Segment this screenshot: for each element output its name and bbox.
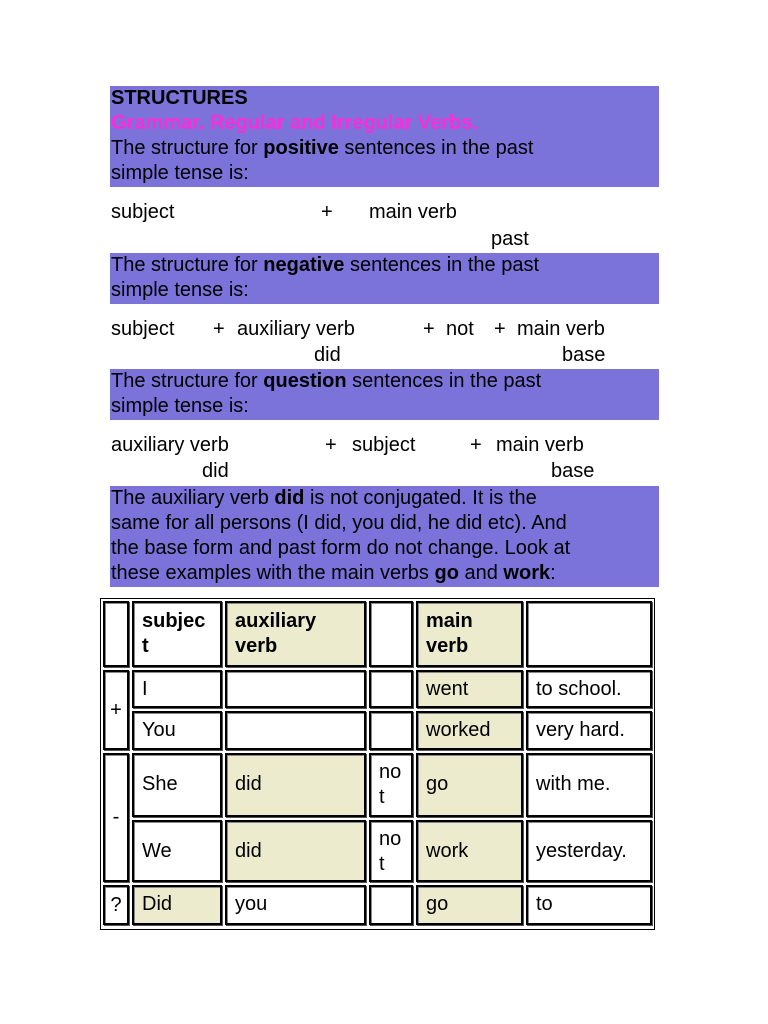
header-subject: subjec t xyxy=(132,601,222,667)
row5-not xyxy=(369,885,413,925)
examples-table xyxy=(100,598,655,930)
formula-main-verb: main verb xyxy=(369,201,457,223)
row2-rest: very hard. xyxy=(526,711,652,750)
subtitle: Grammar. Regular and Irregular Verbs. xyxy=(111,112,478,134)
row5-rest: to xyxy=(526,885,652,925)
row1-subject: I xyxy=(132,670,222,708)
q-formula-aux: auxiliary verb xyxy=(111,434,229,456)
row4-not: no t xyxy=(369,820,413,882)
question-intro-line1: The structure for question sentences in the past xyxy=(111,370,542,392)
negative-intro-line1: The structure for negative sentences in the past xyxy=(111,254,540,276)
negative-intro-line2: simple tense is: xyxy=(111,279,249,301)
q-formula-main-verb: main verb xyxy=(496,434,584,456)
neg-formula-plus3: + xyxy=(494,318,506,340)
neg-formula-plus1: + xyxy=(213,318,225,340)
note-line1: The auxiliary verb did is not conjugated. It is the xyxy=(111,487,537,509)
header-rest xyxy=(526,601,652,667)
q-formula-plus2: + xyxy=(470,434,482,456)
q-formula-aux-form: did xyxy=(202,460,229,482)
question-sign: ? xyxy=(103,885,129,925)
neg-formula-not: not xyxy=(446,318,474,340)
row2-aux xyxy=(225,711,366,750)
row4-aux: did xyxy=(225,820,366,882)
negative-sign: - xyxy=(103,753,129,882)
neg-formula-aux: auxiliary verb xyxy=(237,318,355,340)
formula-main-verb-form: past xyxy=(491,228,529,250)
q-formula-subject: subject xyxy=(352,434,416,456)
note-line2: same for all persons (I did, you did, he did etc). And xyxy=(111,512,567,534)
row3-not: no t xyxy=(369,753,413,817)
neg-formula-main-form: base xyxy=(562,344,606,366)
positive-intro-line1: The structure for positive sentences in the past xyxy=(111,137,534,159)
note-line3: the base form and past form do not change. Look at xyxy=(111,537,571,559)
row5-main: go xyxy=(416,885,523,925)
row2-subject: You xyxy=(132,711,222,750)
row5-aux: you xyxy=(225,885,366,925)
question-intro-line2: simple tense is: xyxy=(111,395,249,417)
neg-formula-main-verb: main verb xyxy=(517,318,605,340)
formula-subject: subject xyxy=(111,201,175,223)
neg-formula-plus2: + xyxy=(423,318,435,340)
header-sign-cell xyxy=(103,601,129,667)
row1-not xyxy=(369,670,413,708)
q-formula-main-form: base xyxy=(551,460,595,482)
header-auxiliary-verb: auxiliary verb xyxy=(225,601,366,667)
formula-plus: + xyxy=(321,201,333,223)
row3-rest: with me. xyxy=(526,753,652,817)
row1-aux xyxy=(225,670,366,708)
positive-sign: + xyxy=(103,670,129,750)
row5-subject: Did xyxy=(132,885,222,925)
row3-aux: did xyxy=(225,753,366,817)
positive-intro-line2: simple tense is: xyxy=(111,162,249,184)
row4-subject: We xyxy=(132,820,222,882)
row2-main: worked xyxy=(416,711,523,750)
row3-subject: She xyxy=(132,753,222,817)
neg-formula-subject: subject xyxy=(111,318,175,340)
note-line4: these examples with the main verbs go and work: xyxy=(111,562,556,584)
row4-main: work xyxy=(416,820,523,882)
header-main-verb: main verb xyxy=(416,601,523,667)
row2-not xyxy=(369,711,413,750)
heading: STRUCTURES xyxy=(111,87,248,109)
neg-formula-aux-form: did xyxy=(314,344,341,366)
header-not xyxy=(369,601,413,667)
row1-main: went xyxy=(416,670,523,708)
row1-rest: to school. xyxy=(526,670,652,708)
q-formula-plus1: + xyxy=(325,434,337,456)
row4-rest: yesterday. xyxy=(526,820,652,882)
row3-main: go xyxy=(416,753,523,817)
